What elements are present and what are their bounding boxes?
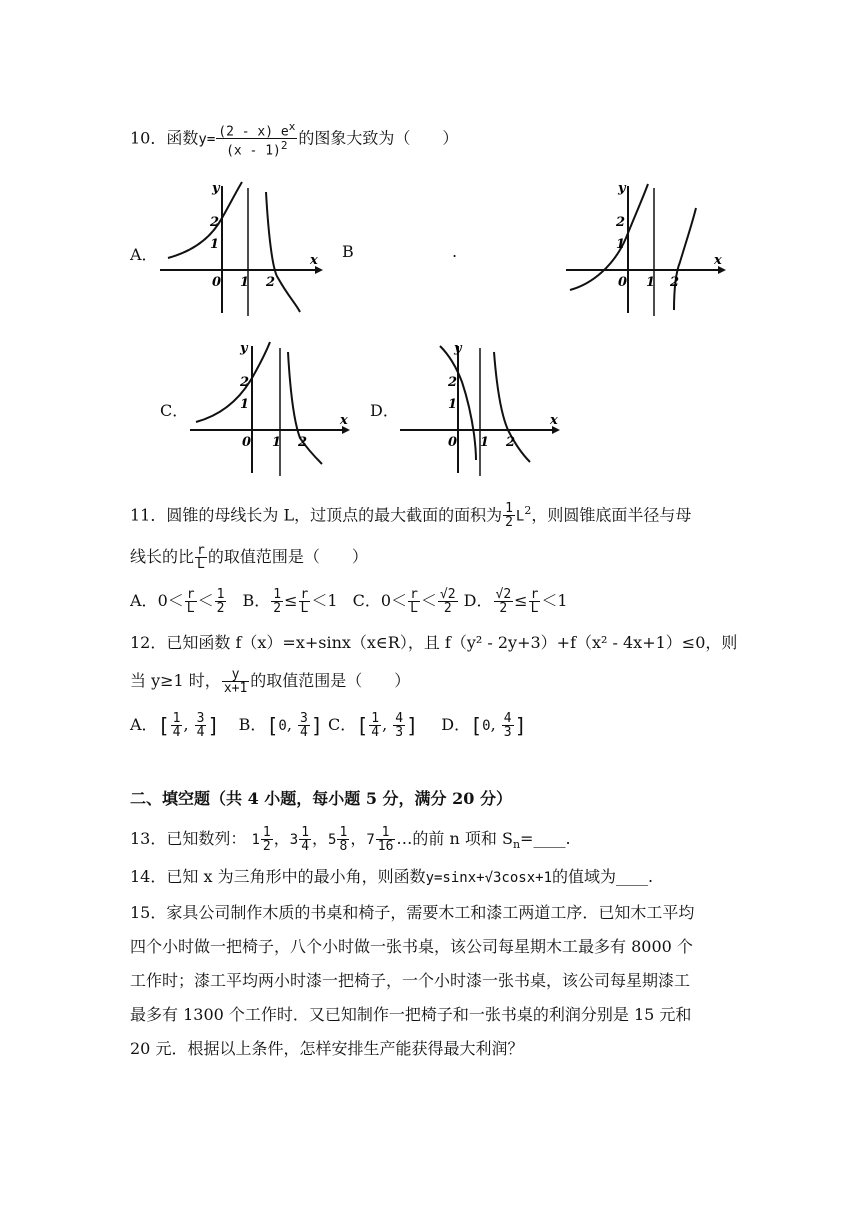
- tick-1: 1: [448, 397, 458, 412]
- tick-x-1: 1: [272, 435, 282, 450]
- x-axis-label: x: [714, 253, 722, 268]
- q13-stem: 13．已知数列： 1 $\frac{1}{2}$ ，3 $\frac{1}{4}$ ，5 $\frac{1}{8}$ ，7 $\frac{1}{16}$ …的前 n 项和 $S_n=\_\_\_\_$.: [130, 825, 571, 854]
- q14-answer-blank[interactable]: 的值域为____.: [552, 867, 654, 886]
- tick-x-2: 2: [266, 275, 276, 290]
- tick-1: 1: [240, 397, 250, 412]
- q11-option-c[interactable]: C．0＜ $\frac{r}{L}$ ＜ $\frac{√2}{2}$: [352, 587, 456, 616]
- q11-stem-line2: 线长的比 $\frac{r}{L}$ 的取值范围是（ ）: [130, 543, 368, 572]
- q11-number: 11．: [130, 505, 167, 525]
- tick-x-1: 1: [240, 275, 250, 290]
- origin-label: 0: [242, 435, 252, 450]
- x-axis-label: x: [340, 413, 348, 428]
- q11-stem-line1: 11．圆锥的母线长为 L，过顶点的最大截面的面积为 $\frac{1}{2}$ $L^2$，则圆锥底面半径与母: [130, 501, 692, 531]
- q12-option-c[interactable]: C．[ $\frac{1}{4}$ , $\frac{4}{3}$ ]: [327, 711, 419, 740]
- q12-option-d[interactable]: D．[0, $\frac{4}{3}$ ]: [441, 711, 527, 740]
- q10-option-d[interactable]: D．: [370, 401, 399, 420]
- q13-answer-blank[interactable]: =____.: [520, 829, 571, 848]
- section-2-title: 二、填空题（共 4 小题，每小题 5 分，满分 20 分）: [130, 789, 512, 808]
- tick-2: 2: [210, 215, 220, 230]
- q10-option-a[interactable]: A．: [130, 245, 158, 264]
- q12-stem-line2: 当 y≥1 时， $\frac{y}{x+1}$ 的取值范围是（ ）: [130, 667, 411, 696]
- tick-x-1: 1: [646, 275, 656, 290]
- q12-option-a[interactable]: A．[ $\frac{1}{4}$ , $\frac{3}{4}$ ]: [130, 711, 220, 740]
- q11-option-a[interactable]: A．0＜ $\frac{r}{L}$ ＜ $\frac{1}{2}$: [130, 587, 225, 616]
- tick-2: 2: [616, 215, 626, 230]
- y-axis-label: y: [240, 341, 248, 356]
- x-axis-label: x: [550, 413, 558, 428]
- tick-x-2: 2: [670, 275, 680, 290]
- tick-1: 1: [616, 237, 626, 252]
- q15-line-2: 四个小时做一把椅子，八个小时做一张书桌，该公司每星期木工最多有 8000 个: [130, 937, 693, 956]
- q15-line-4: 最多有 1300 个工作时．又已知制作一把椅子和一张书桌的利润分别是 15 元和: [130, 1005, 692, 1024]
- q10-option-b[interactable]: B: [342, 242, 354, 261]
- q10-fraction: $\frac{(2 - x) e^x}{(x - 1)^2}$: [218, 120, 296, 159]
- tick-1: 1: [210, 237, 220, 252]
- y-axis-label: y: [618, 181, 626, 196]
- q11-options: [130, 588, 568, 615]
- q12-stem-line1: 12．已知函数 f（x）=x+sinx（x∈R），且 f（y² - 2y+3）+f（x² - 4x+1）≤0，则: [130, 633, 738, 652]
- q11-option-b[interactable]: B． $\frac{1}{2}$ ≤ $\frac{r}{L}$ ＜1: [242, 587, 338, 616]
- q13-number: 13．: [130, 829, 167, 848]
- q14-stem: 14．已知 x 为三角形中的最小角，则函数y=sinx+√3cosx+1的值域为____.: [130, 867, 654, 886]
- q10-stem: 10．函数y= $\frac{(2 - x) e^x}{(x - 1)^2}$ 的图象大致为（ ）: [130, 120, 459, 159]
- q10-option-c[interactable]: C．: [160, 401, 189, 420]
- q10-graph-b: [566, 178, 731, 318]
- tick-x-1: 1: [480, 435, 490, 450]
- q10-option-b-dot: .: [452, 242, 458, 261]
- q12-options: [130, 712, 527, 739]
- q10-graph-c: [190, 338, 360, 478]
- q15-line-3: 工作时；漆工平均两小时漆一把椅子，一个小时漆一张书桌，该公司每星期漆工: [130, 971, 691, 990]
- tick-x-2: 2: [506, 435, 516, 450]
- origin-label: 0: [212, 275, 222, 290]
- y-axis-label: y: [212, 181, 220, 196]
- origin-label: 0: [448, 435, 458, 450]
- q12-number: 12．: [130, 633, 167, 652]
- tick-2: 2: [448, 375, 458, 390]
- origin-label: 0: [618, 275, 628, 290]
- tick-2: 2: [240, 375, 250, 390]
- q15-line-1: 15．家具公司制作木质的书桌和椅子，需要木工和漆工两道工序．已知木工平均: [130, 903, 695, 922]
- y-axis-label: y: [454, 341, 462, 356]
- q11-option-d[interactable]: D． $\frac{√2}{2}$ ≤ $\frac{r}{L}$ ＜1: [463, 587, 568, 616]
- q10-graph-d: [400, 338, 570, 478]
- q12-option-b[interactable]: B．[0, $\frac{3}{4}$ ]: [238, 711, 323, 740]
- q10-number: 10．: [130, 128, 167, 148]
- q14-number: 14．: [130, 867, 167, 886]
- q15-line-5: 20 元．根据以上条件，怎样安排生产能获得最大利润？: [130, 1039, 524, 1058]
- x-axis-label: x: [310, 253, 318, 268]
- q10-graph-a: [160, 178, 335, 318]
- tick-x-2: 2: [298, 435, 308, 450]
